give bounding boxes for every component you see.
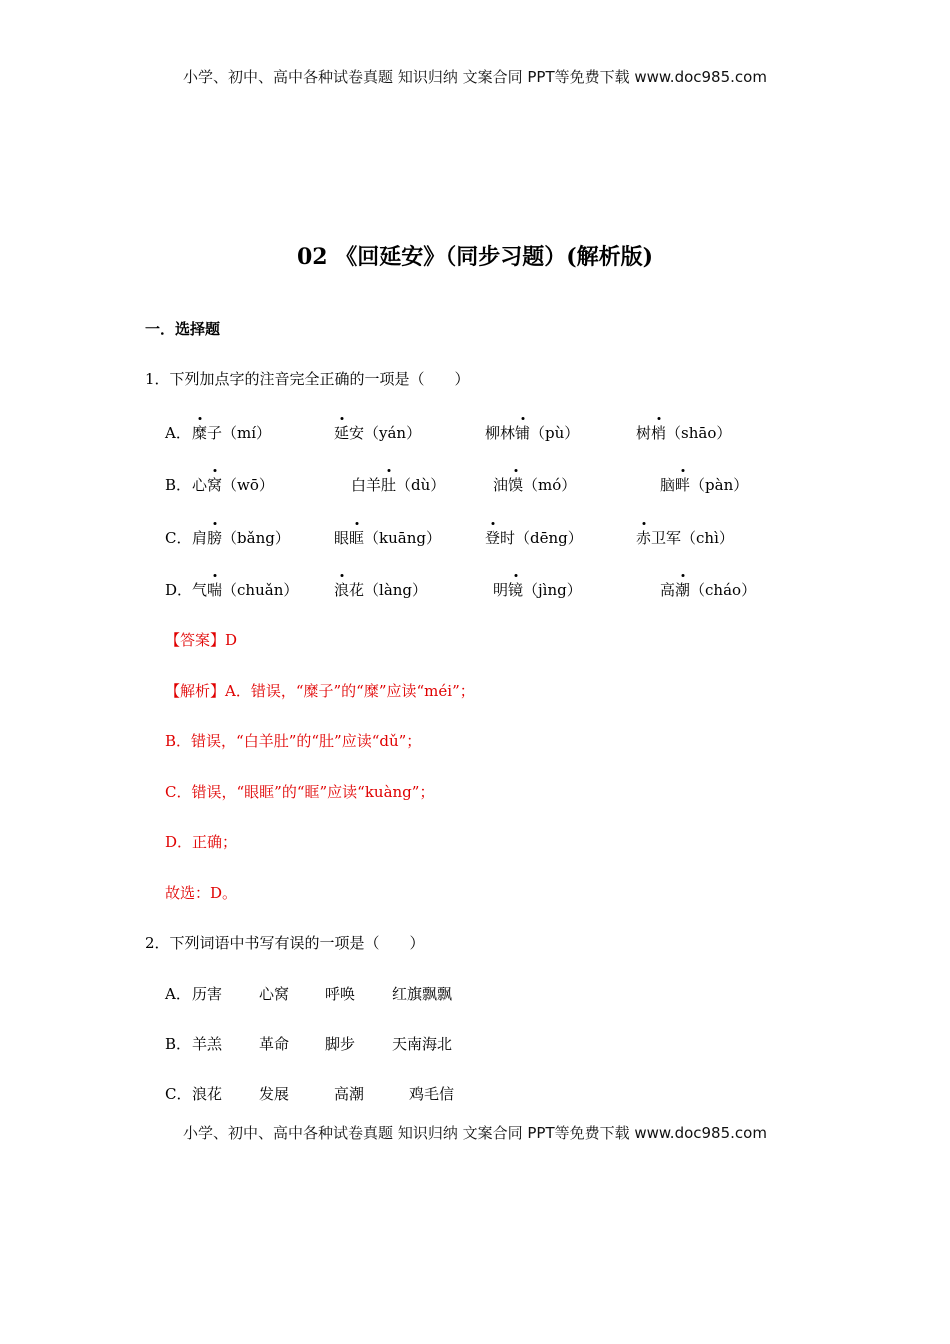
q1-option-c-label: C． (165, 529, 192, 547)
q2-option-a-word-4: 红旗飘飘 (392, 985, 453, 1003)
q2-option-b-word-4: 天南海北 (392, 1035, 453, 1053)
q2-option-b-label: B． (165, 1035, 192, 1053)
q1-option-d-item-4: 高潮（cháo） (660, 581, 757, 599)
q1-option-d-item-2: 浪花（làng） (334, 581, 428, 599)
page-header: 小学、初中、高中各种试卷真题 知识归纳 文案合同 PPT等免费下载 www.doc985.com (183, 68, 767, 86)
q2-option-a-word-1: 历害 (192, 985, 223, 1003)
q1-option-a-item-3: 柳林铺（pù） (485, 424, 580, 442)
q1-option-c-item-2: 眼眶（kuāng） (334, 529, 441, 547)
page-footer: 小学、初中、高中各种试卷真题 知识归纳 文案合同 PPT等免费下载 www.doc985.com (183, 1124, 767, 1142)
q1-option-b-item-3: 油馍（mó） (493, 476, 577, 494)
question-2-stem: 2．下列词语中书写有误的一项是（ ） (145, 934, 425, 952)
q1-option-a-item-4: 树梢（shāo） (636, 424, 732, 442)
q1-option-a-item-1: 糜子（mí） (192, 424, 272, 442)
q1-option-c-item-4: 赤卫军（chì） (636, 529, 734, 547)
q1-analysis-line-5: 故选：D。 (165, 884, 238, 902)
document-title: 02 《回延安》（同步习题）(解析版) (296, 244, 654, 270)
q2-option-a-word-2: 心窝 (259, 985, 290, 1003)
q1-analysis-line-4: D．正确； (165, 833, 238, 851)
q1-analysis-line-2: B．错误，“白羊肚”的“肚”应读“dǔ”； (165, 732, 422, 750)
q1-option-d-item-1: 气喘（chuǎn） (192, 581, 299, 599)
q2-option-a-label: A． (165, 985, 191, 1003)
q2-option-b-word-3: 脚步 (325, 1035, 356, 1053)
q2-option-a-word-3: 呼唤 (325, 985, 356, 1003)
q1-option-b-label: B． (165, 476, 192, 494)
q2-option-c-label: C． (165, 1085, 192, 1103)
q1-option-c-item-1: 肩膀（bǎng） (192, 529, 290, 547)
q2-option-c-word-2: 发展 (259, 1085, 290, 1103)
section-heading: 一．选择题 (145, 320, 221, 338)
q1-option-b-item-1: 心窝（wō） (192, 476, 274, 494)
q1-option-a-item-2: 延安（yán） (334, 424, 422, 442)
q1-option-a-label: A． (165, 424, 191, 442)
q1-analysis-line-3: C．错误，“眼眶”的“眶”应读“kuàng”； (165, 783, 435, 801)
q1-option-b-item-2: 白羊肚（dù） (351, 476, 446, 494)
q1-option-d-item-3: 明镜（jìng） (493, 581, 582, 599)
q1-option-b-item-4: 脑畔（pàn） (660, 476, 749, 494)
question-1-stem: 1．下列加点字的注音完全正确的一项是（ ） (145, 370, 470, 388)
q2-option-b-word-2: 革命 (259, 1035, 290, 1053)
q1-option-c-item-3: 登时（dēng） (485, 529, 583, 547)
q2-option-c-word-1: 浪花 (192, 1085, 223, 1103)
q2-option-b-word-1: 羊羔 (192, 1035, 223, 1053)
q1-option-d-label: D． (165, 581, 193, 599)
q1-analysis-line-1: 【解析】A．错误，“糜子”的“糜”应读“méi”； (165, 682, 475, 700)
q1-answer: 【答案】D (165, 631, 238, 649)
q2-option-c-word-3: 高潮 (334, 1085, 365, 1103)
q2-option-c-word-4: 鸡毛信 (409, 1085, 455, 1103)
